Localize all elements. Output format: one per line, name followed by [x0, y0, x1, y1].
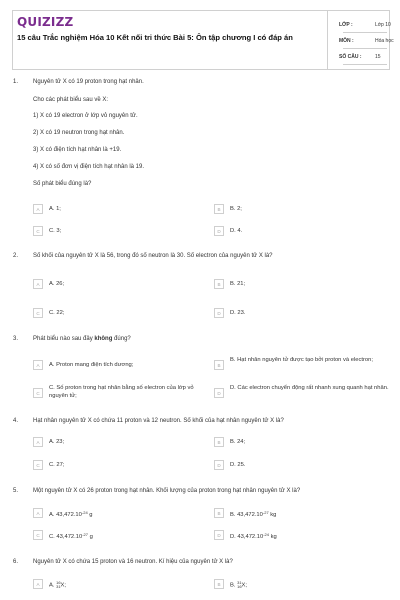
page-title: 15 câu Trắc nghiệm Hóa 10 Kết nối tri thức Bài 5: Ôn tập chương I có đáp án: [17, 33, 293, 42]
option-mantissa: A. 43,472.10: [49, 511, 82, 518]
option-a[interactable]: [33, 437, 203, 449]
option-mantissa: B. 43,472.10: [230, 511, 263, 518]
option-text: A. 26;: [49, 280, 65, 287]
question-number: 6.: [13, 559, 19, 565]
option-b[interactable]: [214, 579, 394, 591]
meta-count-value: 15: [375, 54, 381, 60]
option-text: C. Số proton trong hạt nhân bằng số electron của lớp vỏ nguyên tử;: [49, 385, 194, 399]
option-text: A. 23;: [49, 438, 65, 445]
option-letter: D: [214, 308, 224, 318]
question-text: Số khối của nguyên tử X là 56, trong đó số neutron là 30. Số electron của nguyên tử X là?: [33, 253, 273, 259]
isotope-top: 16: [56, 579, 61, 585]
option-text: [230, 532, 277, 540]
isotope-bottom: 16: [237, 583, 242, 589]
option-prefix: B.: [230, 582, 238, 589]
option-letter: B: [214, 437, 224, 447]
option-symbol: X;: [60, 582, 67, 589]
option-text: B. 2;: [230, 205, 242, 212]
meta-class-value: Lớp 10: [375, 22, 391, 28]
question-text: [33, 336, 131, 342]
quizizz-logo: QUIZIZZ: [17, 15, 74, 29]
option-letter: D: [214, 460, 224, 470]
question-text: Cho các phát biểu sau về X:: [33, 97, 109, 103]
question-number: 3.: [13, 336, 19, 342]
option-c[interactable]: [33, 308, 203, 320]
option-letter: C: [33, 226, 43, 236]
option-b[interactable]: [214, 357, 394, 372]
option-text: C. 27;: [49, 461, 65, 468]
option-mantissa: D. 43,472.10: [230, 533, 264, 540]
option-text: D. 4.: [230, 227, 243, 234]
option-text: [49, 510, 93, 518]
option-letter: C: [33, 530, 43, 540]
question-text-start: Phát biểu nào sau đây: [33, 336, 95, 342]
meta-subject-value: Hóa học: [375, 38, 394, 44]
option-text: A. 1;: [49, 205, 61, 212]
option-a[interactable]: [33, 508, 203, 520]
option-letter: A: [33, 437, 43, 447]
option-exponent: -24: [263, 531, 269, 537]
option-a[interactable]: [33, 204, 203, 216]
option-text: D. Các electron chuyển động rất nhanh xung quanh hạt nhân.: [230, 385, 389, 391]
meta-underline: [343, 64, 387, 65]
option-unit: kg: [268, 533, 277, 540]
question-text: Hạt nhân nguyên tử X có chứa 11 proton và 12 neutron. Số khối của hạt nhân nguyên tử X là?: [33, 418, 284, 424]
option-text: [49, 581, 66, 589]
option-unit: kg: [268, 511, 277, 518]
option-text: B. Hạt nhân nguyên tử được tạo bởi proton và electron;: [230, 357, 373, 363]
meta-underline: [343, 32, 387, 33]
isotope-bottom: 31: [56, 583, 61, 589]
option-b[interactable]: [214, 437, 394, 449]
meta-subject: [327, 35, 394, 49]
option-c[interactable]: [33, 226, 203, 238]
option-letter: A: [33, 279, 43, 289]
isotope-top: 31: [237, 579, 242, 585]
meta-subject-label: MÔN :: [339, 38, 354, 44]
option-text: [230, 510, 276, 518]
option-letter: C: [33, 308, 43, 318]
option-unit: g: [87, 533, 93, 540]
question-number: 2.: [13, 253, 19, 259]
question-text: Nguyên tử X có 19 proton trong hạt nhân.: [33, 79, 144, 85]
option-b[interactable]: [214, 279, 394, 291]
option-letter: A: [33, 579, 43, 589]
question-text: 1) X có 19 electron ở lớp vỏ nguyên tử.: [33, 113, 138, 119]
option-letter: D: [214, 388, 224, 398]
question-number: 1.: [13, 79, 19, 85]
option-text: B. 21;: [230, 280, 246, 287]
meta-count: [327, 51, 391, 65]
question-text-end: đúng?: [112, 336, 131, 342]
question-text: 3) X có điện tích hạt nhân là +19.: [33, 147, 122, 153]
option-prefix: A.: [49, 582, 57, 589]
option-letter: B: [214, 204, 224, 214]
option-letter: B: [214, 508, 224, 518]
question-text-emphasis: không: [94, 336, 113, 342]
option-letter: B: [214, 279, 224, 289]
option-b[interactable]: [214, 508, 394, 520]
option-mantissa: C. 43,472.10: [49, 533, 83, 540]
question-text: Số phát biểu đúng là?: [33, 181, 92, 187]
meta-class: [327, 19, 391, 33]
option-text: C. 22;: [49, 309, 65, 316]
option-letter: A: [33, 508, 43, 518]
option-c[interactable]: [33, 530, 203, 542]
option-d[interactable]: [214, 308, 394, 320]
option-a[interactable]: [33, 360, 203, 372]
option-text: B. 24;: [230, 438, 246, 445]
option-letter: C: [33, 460, 43, 470]
option-a[interactable]: [33, 579, 203, 591]
option-text: A. Proton mang điện tích dương;: [49, 361, 134, 368]
option-letter: A: [33, 360, 43, 370]
option-d[interactable]: [214, 385, 394, 400]
question-text: Một nguyên tử X có 26 proton trong hạt nhân. Khối lượng của proton trong hạt nhân nguyên tử X là?: [33, 488, 301, 494]
option-d[interactable]: [214, 226, 394, 238]
option-d[interactable]: [214, 460, 394, 472]
option-letter: D: [214, 530, 224, 540]
option-text: [49, 532, 93, 540]
option-text: C. 3;: [49, 227, 62, 234]
question-text: 4) X có số đơn vị điện tích hạt nhân là 19.: [33, 164, 145, 170]
option-text: D. 25.: [230, 461, 246, 468]
question-text: Nguyên tử X có chứa 15 proton và 16 neutron. Kí hiệu của nguyên tử X là?: [33, 559, 233, 565]
worksheet-header: [12, 10, 394, 70]
meta-count-label: SỐ CÂU :: [339, 54, 362, 60]
question-number: 4.: [13, 418, 19, 424]
option-c[interactable]: [33, 385, 203, 400]
option-d[interactable]: [214, 530, 394, 542]
question-number: 5.: [13, 488, 19, 494]
question-text: 2) X có 19 neutron trong hạt nhân.: [33, 130, 125, 136]
option-exponent: -27: [82, 531, 88, 537]
option-letter: C: [33, 388, 43, 398]
meta-class-label: LỚP :: [339, 22, 353, 28]
option-unit: g: [87, 511, 93, 518]
option-exponent: -27: [262, 509, 269, 515]
option-a[interactable]: [33, 279, 203, 291]
option-text: [230, 581, 247, 589]
meta-underline: [343, 48, 387, 49]
option-letter: B: [214, 360, 224, 370]
option-letter: B: [214, 579, 224, 589]
option-text: D. 23.: [230, 309, 246, 316]
option-symbol: X;: [241, 582, 248, 589]
option-c[interactable]: [33, 460, 203, 472]
option-letter: D: [214, 226, 224, 236]
option-exponent: -24: [81, 509, 88, 515]
option-letter: A: [33, 204, 43, 214]
option-b[interactable]: [214, 204, 394, 216]
